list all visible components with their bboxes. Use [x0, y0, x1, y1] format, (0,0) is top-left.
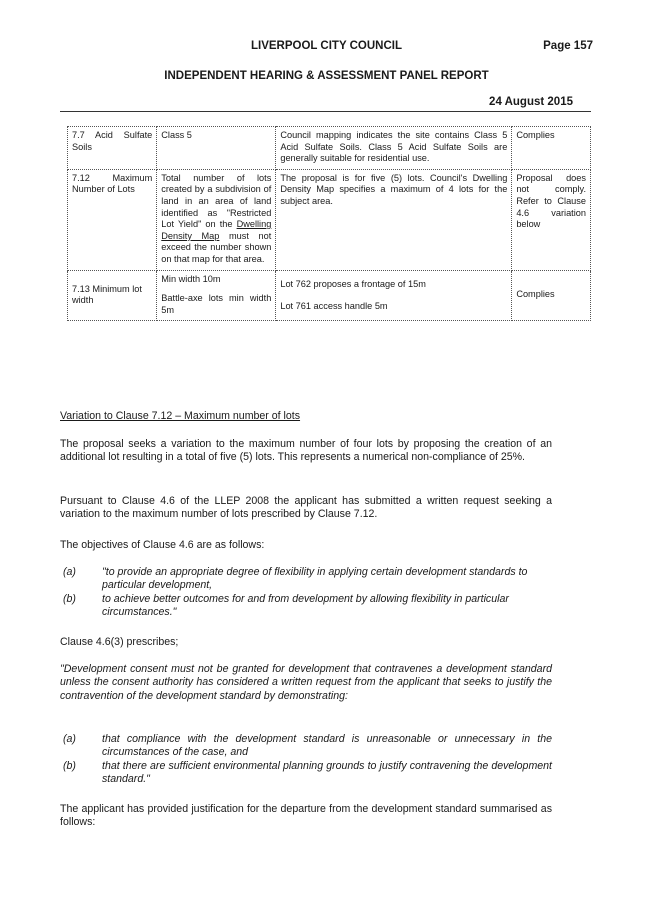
- table-row: [68, 169, 591, 270]
- list-text: that compliance with the development standard is unreasonable or unnecessary in the circumstances of the case, and: [102, 733, 552, 759]
- requirement-text: must not exceed the number shown on that map for that area.: [161, 230, 272, 264]
- header-divider: [60, 111, 591, 112]
- list-marker: (a): [63, 566, 76, 578]
- table-row: [68, 270, 591, 321]
- comment-cell: The proposal is for five (5) lots. Council's Dwelling Density Map specifies a maximum of 4 lots for the subject area.: [276, 169, 512, 270]
- list-marker: (b): [63, 760, 76, 772]
- list-marker: (a): [63, 733, 76, 745]
- paragraph: The proposal seeks a variation to the maximum number of four lots by proposing the creation of an additional lot resulting in a total of five (5) lots. This represents a numerical non-compliance of 25%.: [60, 438, 552, 464]
- clause-text: 7.13 Minimum lot width: [72, 283, 142, 306]
- council-name: LIVERPOOL CITY COUNCIL: [250, 40, 402, 52]
- status-cell: Proposal does not comply. Refer to Clause 4.6 variation below: [512, 169, 591, 270]
- comment-text: Lot 762 proposes a frontage of 15m: [280, 278, 426, 289]
- comment-cell: [276, 270, 512, 321]
- dwelling-density-map-reference: Dwelling Density Map: [161, 219, 272, 241]
- list-text: that there are sufficient environmental planning grounds to justify contravening the development standard.": [102, 760, 552, 786]
- list-text: "to provide an appropriate degree of flexibility in applying certain development standards to particular development,: [102, 566, 528, 592]
- compliance-table: [67, 126, 591, 321]
- comment-text: Lot 761 access handle 5m: [280, 301, 388, 312]
- requirement-text: Battle-axe lots min width 5m: [161, 293, 272, 315]
- paragraph: Clause 4.6(3) prescribes;: [60, 636, 179, 648]
- report-date: 24 August 2015: [489, 96, 573, 108]
- comment-cell: Council mapping indicates the site contains Class 5 Acid Sulfate Soils. Class 5 Acid Sulfate Soils are generally suitable for residential use.: [276, 127, 512, 170]
- paragraph: The objectives of Clause 4.6 are as follows:: [60, 539, 265, 551]
- status-text: Complies: [516, 288, 555, 299]
- variation-heading: Variation to Clause 7.12 – Maximum number of lots: [60, 410, 301, 422]
- requirement-cell: [157, 169, 276, 270]
- requirement-text: Total number of lots created by a subdivision of land in an area of land identified as "Restricted Lot Yield" on the: [161, 172, 272, 230]
- status-cell: [512, 270, 591, 321]
- requirement-cell: Class 5: [157, 127, 276, 170]
- clause-cell: [68, 270, 157, 321]
- status-cell: Complies: [512, 127, 591, 170]
- clause-cell: 7.7 Acid Sulfate Soils: [68, 127, 157, 170]
- paragraph: The applicant has provided justification for the departure from the development standard summarised as follows:: [60, 803, 552, 829]
- clause-cell: 7.12 Maximum Number of Lots: [68, 169, 157, 270]
- report-title: INDEPENDENT HEARING & ASSESSMENT PANEL REPORT: [164, 70, 489, 82]
- requirement-cell: [157, 270, 276, 321]
- list-text: to achieve better outcomes for and from development by allowing flexibility in particular circumstances.": [102, 593, 509, 619]
- list-marker: (b): [63, 593, 76, 605]
- paragraph: Pursuant to Clause 4.6 of the LLEP 2008 the applicant has submitted a written request seeking a variation to the maximum number of lots prescribed by Clause 7.12.: [60, 495, 552, 521]
- header-row: [60, 40, 593, 54]
- page-number: Page 157: [543, 40, 593, 52]
- requirement-text: Min width 10m: [161, 273, 221, 284]
- table-row: [68, 127, 591, 170]
- quote-paragraph: "Development consent must not be granted for development that contravenes a development standard unless the consent authority has considered a written request from the applicant that seeks to justify the contravention of the development standard by demonstrating:: [60, 663, 552, 702]
